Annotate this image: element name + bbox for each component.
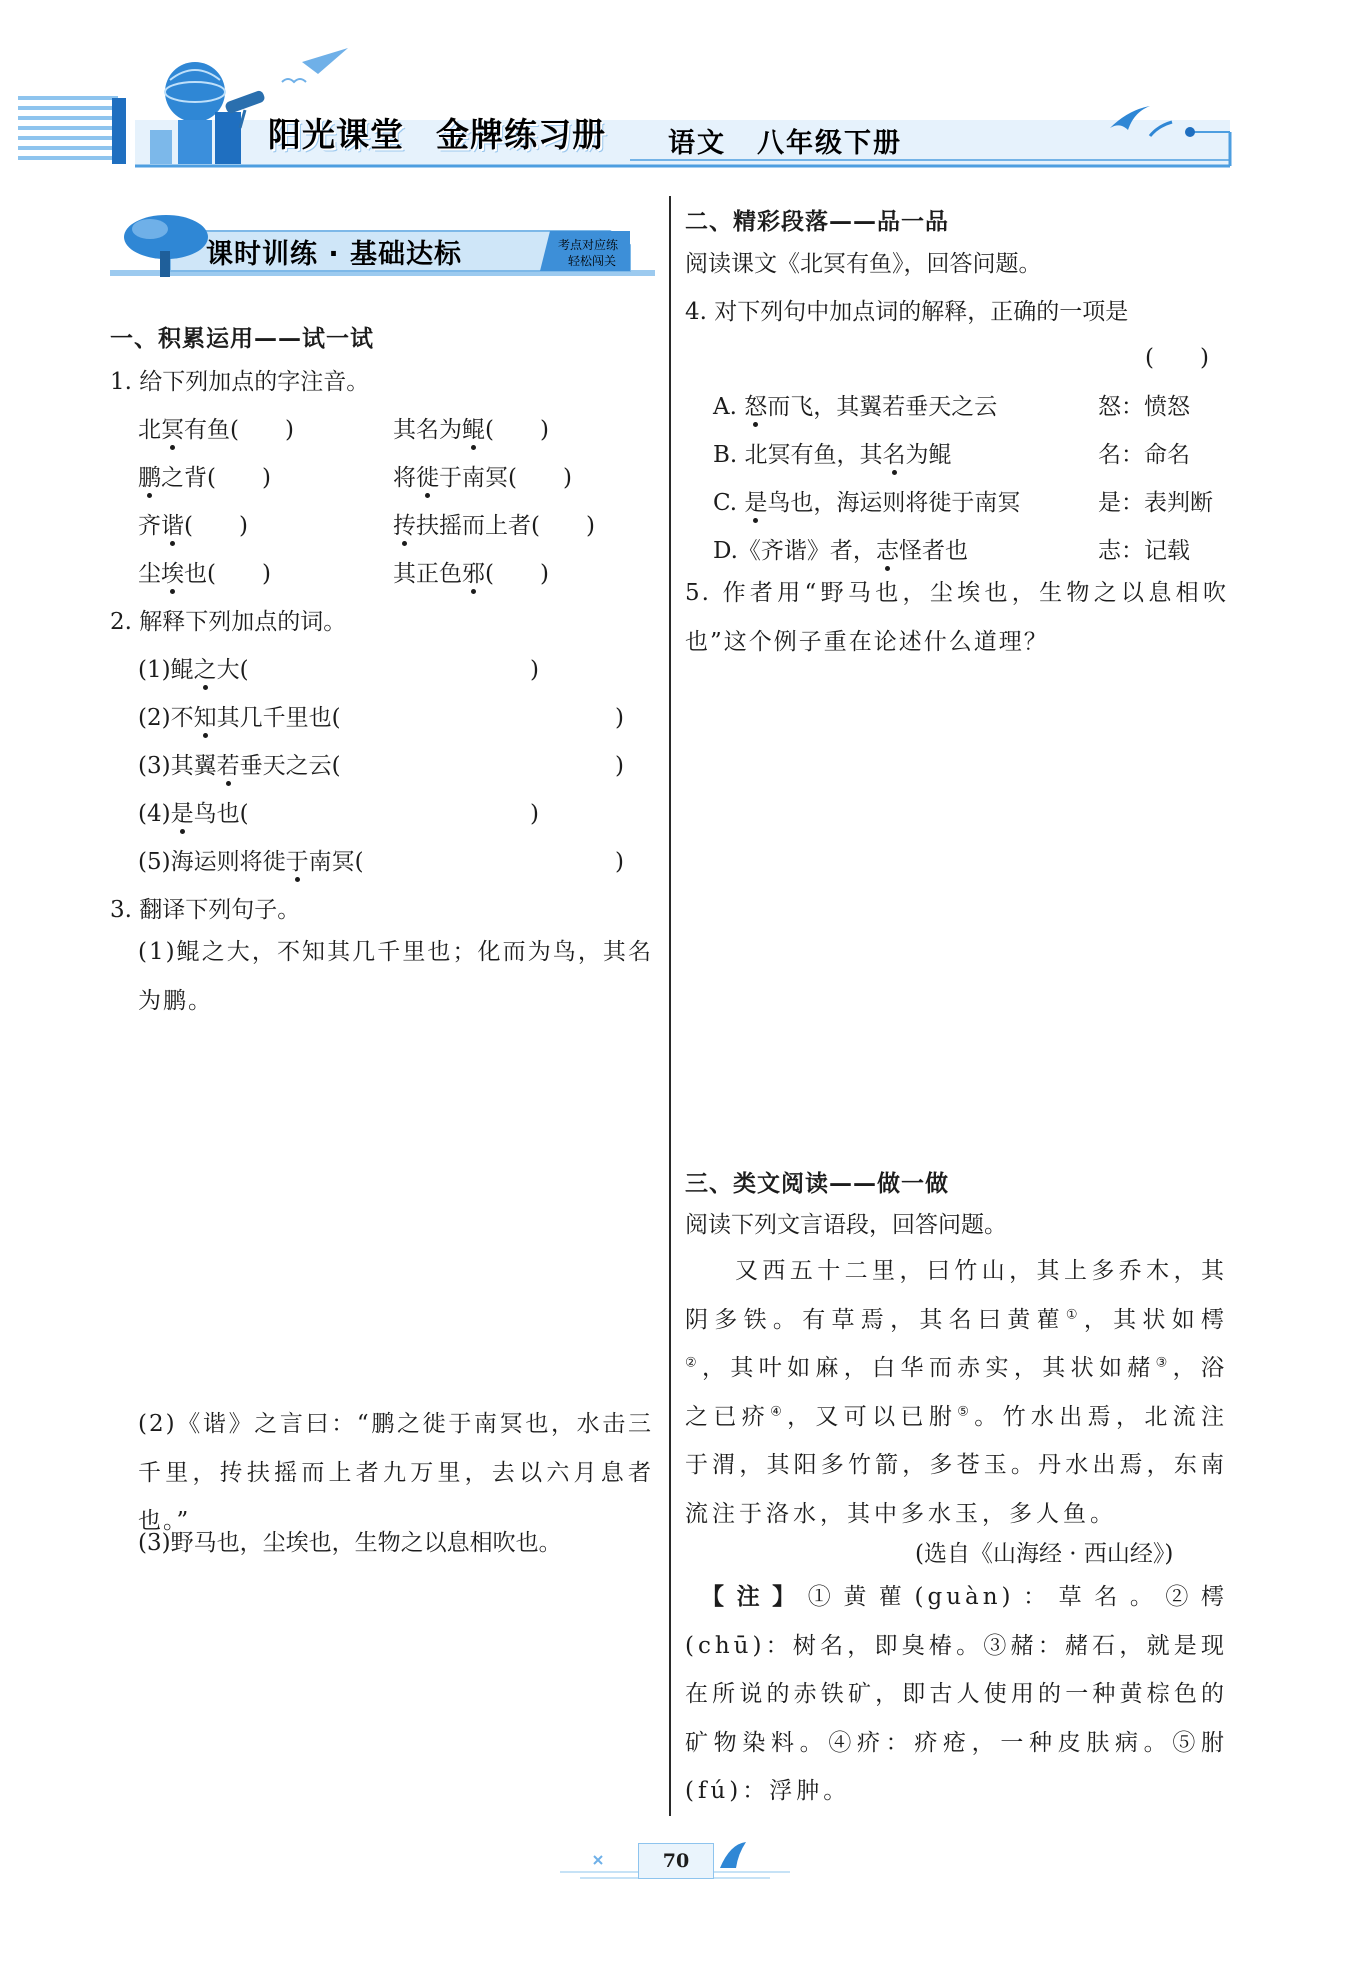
q1-item: 北冥有鱼( ) <box>138 417 294 443</box>
right-column <box>685 195 1233 1835</box>
q5-question: 5. 作者用“野马也，尘埃也，生物之以息相吹也”这个例子重在论述什么道理？ <box>685 580 1228 655</box>
section2-intro: 阅读课文《北冥有鱼》，回答问题。 <box>685 251 1042 277</box>
q1-item: 鹏之背( ) <box>138 465 271 491</box>
q3-stem: 3. 翻译下列句子。 <box>110 897 301 923</box>
q1-stem: 1. 给下列加点的字注音。 <box>110 369 370 395</box>
q4-gloss-a: 怒：愤怒 <box>1098 394 1190 420</box>
star-icon <box>594 1856 602 1864</box>
q4-gloss-b: 名：命名 <box>1098 442 1190 468</box>
q2-item: (4)是鸟也( <box>138 801 249 827</box>
q2-close: ) <box>530 657 539 683</box>
q2-item: (3)其翼若垂天之云( <box>138 753 341 779</box>
passage-notes: 【注】①黄雚(guàn)：草名。②樗(chū)：树名，即臭椿。③赭：赭石，就是现在所说的赤铁矿，即古人使用的一种黄棕色的矿物染料。④疥：疥疮，一种皮肤病。⑤胕(fú)：浮肿。 <box>685 1584 1228 1804</box>
q4-option-a: A. 怒而飞，其翼若垂天之云 <box>713 394 998 420</box>
classical-passage: 又西五十二里，曰竹山，其上多乔木，其阴多铁。有草焉，其名曰黄雚①，其状如樗②，其叶如麻，白华而赤实，其状如赭③，浴之已疥④，又可以已胕⑤。竹水出焉，北流注于渭，其阳多竹箭，多苍玉。丹水出焉，东南流注于洛水，其中多水玉，多人鱼。 <box>685 1258 1229 1527</box>
q2-item: (2)不知其几千里也( <box>138 705 341 731</box>
page-number: 70 <box>662 1850 690 1872</box>
q4-gloss-d: 志：记载 <box>1098 538 1190 564</box>
q1-item: 其正色邪( ) <box>393 561 549 587</box>
q2-item: (5)海运则将徙于南冥( <box>138 849 364 875</box>
q2-close: ) <box>615 705 624 731</box>
paper-plane-icon <box>302 48 348 74</box>
q2-item: (1)鲲之大( <box>138 657 249 683</box>
section3-title: 三、类文阅读——做一做 <box>685 1171 949 1197</box>
q3-sentence-3: (3)野马也，尘埃也，生物之以息相吹也。 <box>138 1530 562 1556</box>
left-column <box>110 230 655 1850</box>
q4-stem: 4. 对下列句中加点词的解释，正确的一项是 <box>685 299 1129 325</box>
q2-close: ) <box>615 753 624 779</box>
brand-left: 阳光课堂 <box>268 115 404 154</box>
q1-item: 抟扶摇而上者( ) <box>393 513 595 539</box>
pinwheel-icon <box>720 1842 746 1868</box>
q3-sentence-2: (2)《谐》之言曰：“鹏之徙于南冥也，水击三千里，抟扶摇而上者九万里，去以六月息者也。” <box>138 1411 653 1534</box>
q3-sentence-1: (1)鲲之大，不知其几千里也；化而为鸟，其名为鹏。 <box>138 939 653 1014</box>
q1-item: 将徙于南冥( ) <box>393 465 572 491</box>
q1-item: 尘埃也( ) <box>138 561 271 587</box>
column-divider <box>669 196 671 1816</box>
q2-stem: 2. 解释下列加点的词。 <box>110 609 347 635</box>
q1-item: 其名为鲲( ) <box>393 417 549 443</box>
q2-close: ) <box>615 849 624 875</box>
banner-tag-top: 考点对应练 <box>558 238 619 252</box>
passage-source: (选自《山海经 · 西山经》) <box>915 1541 1174 1567</box>
section3-intro: 阅读下列文言语段，回答问题。 <box>685 1212 1007 1238</box>
page-number-box <box>638 1843 714 1879</box>
q4-answer-paren: ( ) <box>1145 345 1209 371</box>
banner-title: 课时训练 · 基础达标 <box>206 239 463 270</box>
q2-close: ) <box>530 801 539 827</box>
header-subject: 语文 <box>668 128 726 159</box>
banner-tag-bottom: 轻松闯关 <box>568 254 617 268</box>
header-stripes <box>18 96 126 164</box>
section1-title: 一、积累运用——试一试 <box>110 326 374 352</box>
q4-gloss-c: 是：表判断 <box>1098 490 1213 516</box>
q4-option-c: C. 是鸟也，海运则将徙于南冥 <box>713 490 1021 516</box>
section2-title: 二、精彩段落——品一品 <box>685 209 949 235</box>
bird-icon <box>282 79 306 82</box>
brand-right: 金牌练习册 <box>436 115 606 154</box>
q4-option-b: B. 北冥有鱼，其名为鲲 <box>713 442 952 468</box>
q1-item: 齐谐( ) <box>138 513 248 539</box>
header-grade: 八年级下册 <box>757 128 902 159</box>
q4-option-d: D.《齐谐》者，志怪者也 <box>713 538 968 564</box>
header-band <box>0 0 1350 190</box>
